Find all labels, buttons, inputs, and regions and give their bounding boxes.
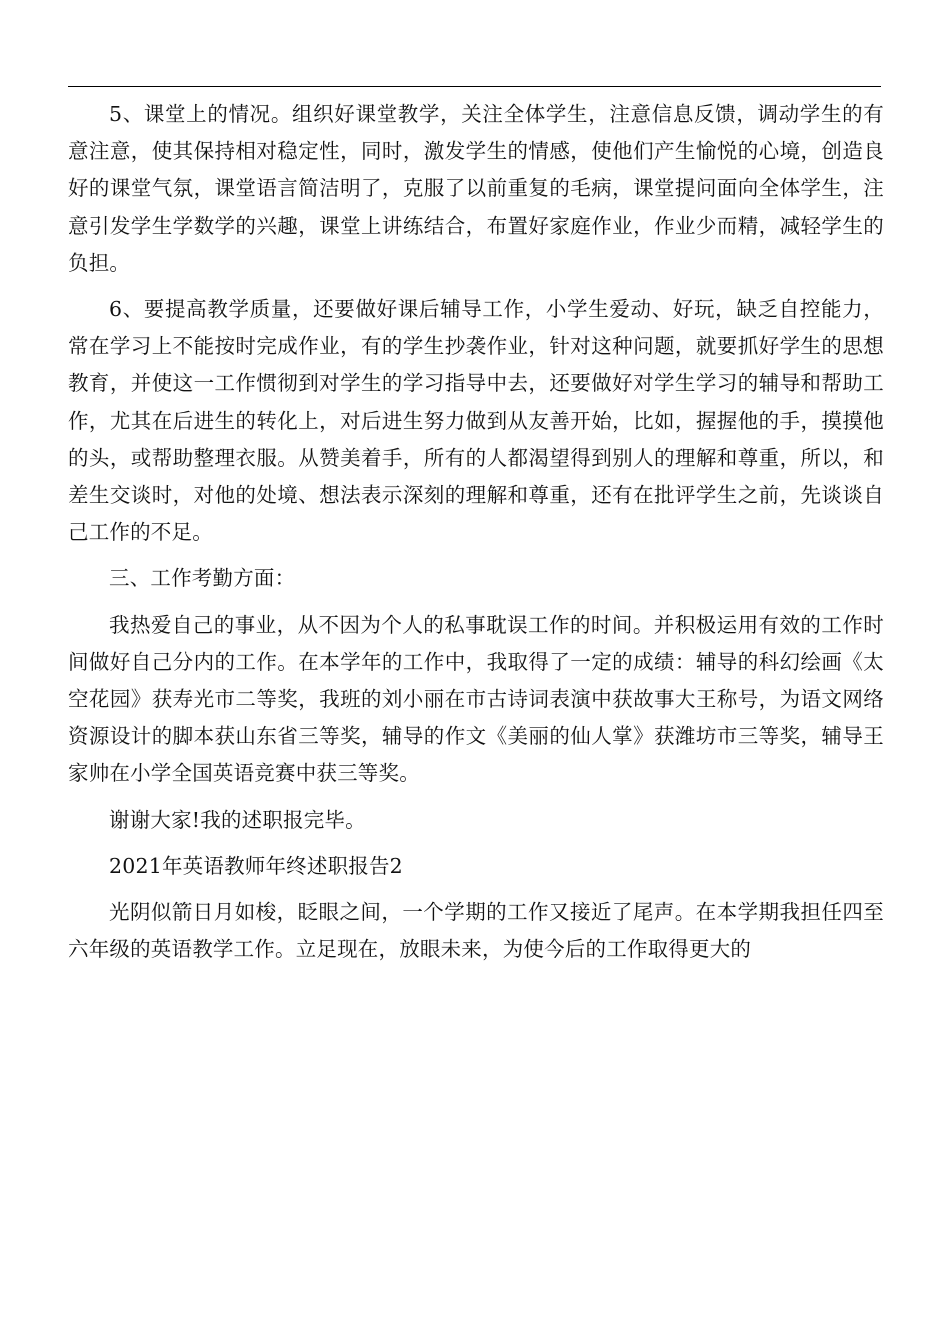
paragraph-after-class-tutoring: 6、要提高教学质量，还要做好课后辅导工作，小学生爱动、好玩，缺乏自控能力，常在学习上不能按时完成作业，有的学生抄袭作业，针对这种问题，就要抓好学生的思想教育，并使这一工作惯彻到对学生的学习指导中去，还要做好对学生学习的辅导和帮助工作，尤其在后进生的转化上，对后进生努力做到从友善开始，比如，握握他的手，摸摸他的头，或帮助整理衣服。从赞美着手，所有的人都渴望得到别人的理解和尊重，所以，和差生交谈时，对他的处境、想法表示深刻的理解和尊重，还有在批评学生之前，先谈谈自己工作的不足。 bbox=[68, 297, 884, 545]
paragraph-report-2-intro: 光阴似箭日月如梭，眨眼之间，一个学期的工作又接近了尾声。在本学期我担任四至六年级的英语教学工作。立足现在，放眼未来，为使今后的工作取得更大的 bbox=[68, 900, 884, 962]
paragraph-closing-thanks: 谢谢大家!我的述职报完毕。 bbox=[109, 807, 366, 832]
header-rule bbox=[68, 86, 881, 87]
paragraph-classroom-situation: 5、课堂上的情况。组织好课堂教学，关注全体学生，注意信息反馈，调动学生的有意注意，使其保持相对稳定性，同时，激发学生的情感，使他们产生愉悦的心境，创造良好的课堂气氛，课堂语言简洁明了，克服了以前重复的毛病，课堂提问面向全体学生，注意引发学生学数学的兴趣，课堂上讲练结合，布置好家庭作业，作业少而精，减轻学生的负担。 bbox=[68, 102, 884, 275]
paragraph-attendance-achievements: 我热爱自己的事业，从不因为个人的私事耽误工作的时间。并积极运用有效的工作时间做好自己分内的工作。在本学年的工作中，我取得了一定的成绩：辅导的科幻绘画《太空花园》获寿光市二等奖，我班的刘小丽在市古诗词表演中获故事大王称号，为语文网络资源设计的脚本获山东省三等奖，辅导的作文《美丽的仙人掌》获潍坊市三等奖，辅导王家帅在小学全国英语竞赛中获三等奖。 bbox=[68, 612, 884, 786]
report-title-2: 2021年英语教师年终述职报告2 bbox=[109, 853, 403, 878]
document-body bbox=[68, 96, 884, 968]
section-heading-attendance: 三、工作考勤方面： bbox=[109, 566, 296, 591]
